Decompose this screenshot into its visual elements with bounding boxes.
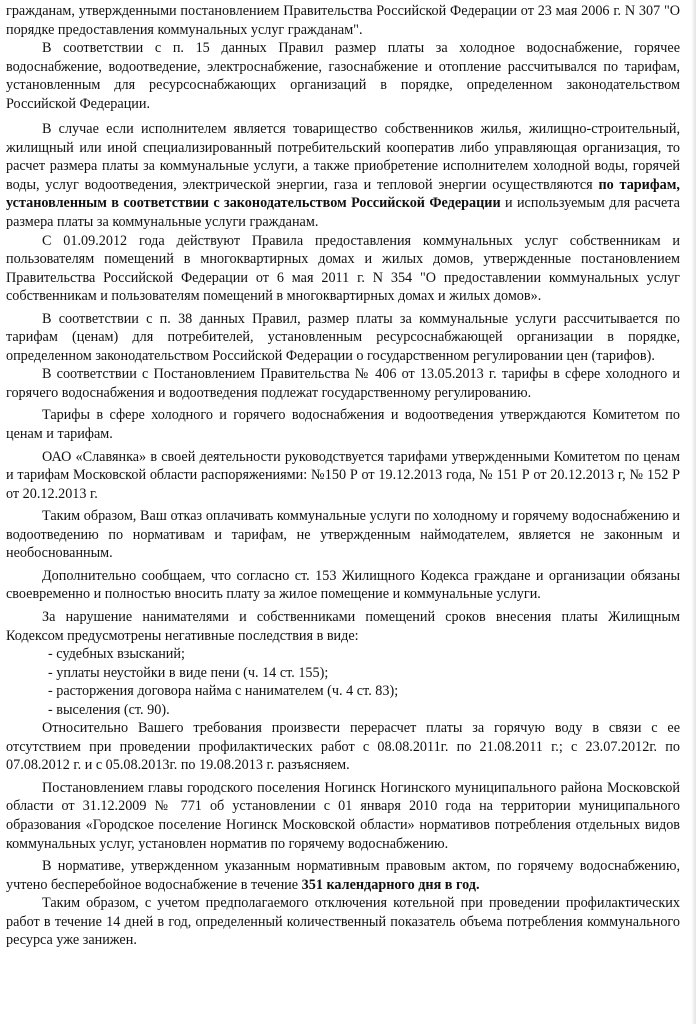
paragraph-14 <box>6 857 680 894</box>
paragraph-13: Постановлением главы городского поселения Ногинск Ногинского муниципального района Московской области от 31.12.2009 № 771 об установлении с 01 января 2010 года на территории муниципального образования «Городское поселение Ногинск Московской области» нормативов потребления отдельных видов коммунальных услуг, установлен норматив по горячему водоснабжению. <box>6 779 680 852</box>
paragraph-5: В соответствии с п. 38 данных Правил, размер платы за коммунальные услуги рассчитывается по тарифам (ценам) для потребителей, установленным ресурсоснабжающей организации в порядке, определенном законодательством Российской Федерации о государственном регулировании цен (тарифов). <box>6 310 680 364</box>
paragraph-14-bold: 351 календарного дня в год. <box>301 876 480 893</box>
paragraph-9: Таким образом, Ваш отказ оплачивать коммунальные услуги по холодному и горячему водоснабжению и водоотведению по нормативам и тарифам, не утвержденным наймодателем, является не законным и необоснованным. <box>6 508 680 562</box>
paragraph-3 <box>6 120 680 231</box>
list-item: - судебных взысканий; <box>48 646 185 663</box>
paragraph-7: Тарифы в сфере холодного и горячего водоснабжения и водоотведения утверждаются Комитетом по ценам и тарифам. <box>6 407 680 443</box>
paragraph-14-text: В нормативе, утвержденном указанным нормативным правовым актом, по горячему водоснабжению, учтено бесперебойное водоснабжение в течение <box>6 858 680 893</box>
paragraph-8: ОАО «Славянка» в своей деятельности руководствуется тарифами утвержденными Комитетом по ценам и тарифам Московской области распоряжениями: №150 Р от 19.12.2013 года, № 151 Р от 20.12.2013 г, № 152 Р от 20.12.2013 г. <box>6 448 680 502</box>
list-item: - расторжения договора найма с нанимателем (ч. 4 ст. 83); <box>48 683 399 700</box>
paragraph-12: Относительно Вашего требования произвести перерасчет платы за горячую воду в связи с ее отсутствием при проведении профилактических работ с 08.08.2011г. по 21.08.2011 г.; с 23.07.2012г. по 07.08.2012 г. и с 05.08.2013г. по 19.08.2013 г. разъясняем. <box>6 720 680 774</box>
paragraph-11: За нарушение нанимателями и собственниками помещений сроков внесения платы Жилищным Кодексом предусмотрены негативные последствия в виде: <box>6 608 680 644</box>
paragraph-15: Таким образом, с учетом предполагаемого отключения котельной при проведении профилактических работ в течение 14 дней в год, определенный количественный показатель объема потребления коммунального ресурса уже занижен. <box>6 895 680 949</box>
paragraph-3-bold: по тарифам, установленным в соответствии с законодательством Российской Федерации <box>6 176 680 212</box>
paragraph-4: С 01.09.2012 года действуют Правила предоставления коммунальных услуг собственникам и пользователям помещений в многоквартирных домах и жилых домов, утвержденные постановлением Правительства Российской Федерации от 6 мая 2011 г. N 354 "О предоставлении коммунальных услуг собственникам и пользователям помещений в многоквартирных домах и жилых домов». <box>6 232 680 305</box>
paragraph-10: Дополнительно сообщаем, что согласно ст. 153 Жилищного Кодекса граждане и организации обязаны своевременно и полностью вносить плату за жилое помещение и коммунальные услуги. <box>6 567 680 603</box>
paragraph-3-text-end: и используемым для расчета размера платы за коммунальные услуги гражданам. <box>6 195 680 231</box>
paragraph-6: В соответствии с Постановлением Правительства № 406 от 13.05.2013 г. тарифы в сфере холодного и горячего водоснабжения и водоотведения подлежат государственному регулированию. <box>6 366 680 401</box>
list-item: - выселения (ст. 90). <box>48 701 170 718</box>
list-item: - уплаты неустойки в виде пени (ч. 14 ст. 155); <box>48 664 329 681</box>
consequences-list <box>6 645 680 719</box>
paragraph-2: В соответствии с п. 15 данных Правил размер платы за холодное водоснабжение, горячее водоснабжение, водоотведение, электроснабжение, газоснабжение и отопление рассчитывался по тарифам, установленным для ресурсоснабжающих организаций в порядке, определенном законодательством Российской Федерации. <box>6 40 680 112</box>
paragraph-3-text: В случае если исполнителем является товарищество собственников жилья, жилищно-строительный, жилищный или иной специализированный потребительский кооператив либо управляющая организация, то расчет размера платы за коммунальные услуги, а также приобретение исполнителем холодной воды, горячей воды, услуг водоотведения, электрической энергии, газа и тепловой энергии осуществляются <box>6 121 680 193</box>
paragraph-1: гражданам, утвержденными постановлением Правительства Российской Федерации от 23 мая 2006 г. N 307 "О порядке предоставления коммунальных услуг гражданам". <box>6 3 680 38</box>
